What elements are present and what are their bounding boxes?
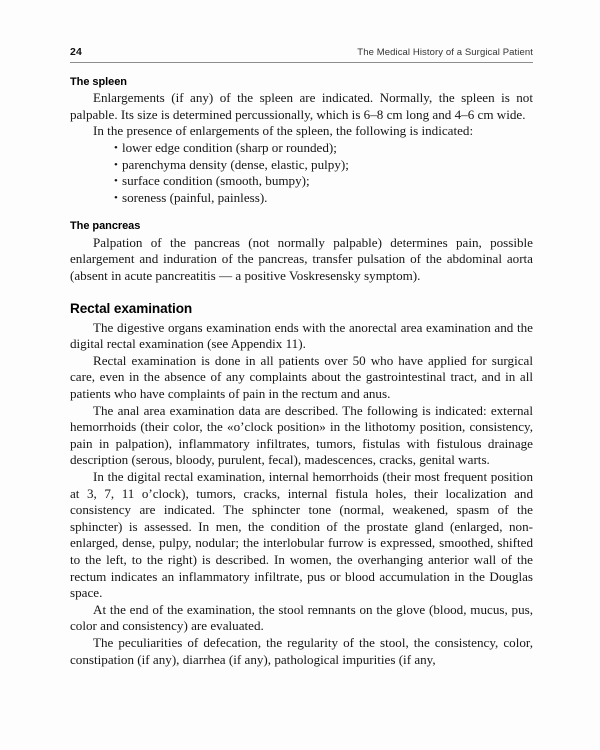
paragraph-rectal-5: At the end of the examination, the stool remnants on the glove (blood, mucus, pus, color and consistency) are evaluated. — [70, 601, 533, 634]
list-item — [70, 190, 533, 207]
list-item — [70, 140, 533, 157]
bullet-icon: • — [114, 191, 118, 204]
list-item — [70, 157, 533, 174]
heading-rectal-examination: Rectal examination — [70, 301, 193, 317]
paragraph-rectal-2: Rectal examination is done in all patients over 50 who have applied for surgical care, even in the absence of any complaints about the gastrointestinal tract, and in all patients who have complaints of pain in the rectum and anus. — [70, 352, 533, 401]
bullet-icon: • — [114, 158, 118, 171]
paragraph-rectal-3: The anal area examination data are described. The following is indicated: external hemorrhoids (their color, the «o’clock position» in the lithotomy position, consistency, pain in palpation), inflammatory infiltrates, tumors, fistulas with fistulous drainage description (serous, bloody, purulent, fecal), madescences, cracks, genital warts. — [70, 402, 533, 468]
list-item-label: lower edge condition (sharp or rounded); — [122, 139, 337, 155]
list-item-label: parenchyma density (dense, elastic, pulpy); — [122, 156, 349, 172]
paragraph-rectal-4: In the digital rectal examination, internal hemorrhoids (their most frequent position at 3, 7, 11 o’clock), tumors, cracks, internal fistula holes, their localization and consistency are indicated. The sphincter tone (normal, weakened, spasm of the sphincter) is assessed. In men, the condition of the prostate gland (enlarged, non-enlarged, dense, pulpy, nodular; the interlobular furrow is expressed, smoothed, shifted to the left, to the right) is described. In women, the overhanging anterior wall of the rectum indicates an inflammatory infiltrate, pus or blood accumulation in the Douglas space. — [70, 468, 533, 601]
list-item-label: surface condition (smooth, bumpy); — [122, 173, 310, 189]
paragraph-pancreas-1: Palpation of the pancreas (not normally palpable) determines pain, possible enlargement and induration of the pancreas, transfer pulsation of the abdominal aorta (absent in acute pancreatitis — a positive Voskresensky symptom). — [70, 234, 533, 283]
paragraph-rectal-1: The digestive organs examination ends with the anorectal area examination and the digital rectal examination (see Appendix 11). — [70, 319, 533, 352]
heading-the-pancreas: The pancreas — [70, 220, 141, 233]
list-item-label: soreness (painful, painless). — [122, 189, 268, 205]
paragraph-spleen-2: In the presence of enlargements of the spleen, the following is indicated: — [93, 123, 474, 139]
paragraph-spleen-1: Enlargements (if any) of the spleen are indicated. Normally, the spleen is not palpable. Its size is determined percussionally, which is 6–8 cm long and 4–6 cm wide. — [70, 90, 533, 122]
heading-the-spleen: The spleen — [70, 76, 127, 88]
running-title: The Medical History of a Surgical Patient — [357, 47, 533, 58]
list-item — [70, 173, 533, 190]
spleen-bullet-list — [70, 140, 533, 206]
page-content — [70, 46, 533, 668]
bullet-icon: • — [114, 141, 118, 154]
page-number: 24 — [70, 46, 82, 58]
running-head — [70, 46, 533, 63]
bullet-icon: • — [114, 175, 118, 188]
paragraph-rectal-6: The peculiarities of defecation, the regularity of the stool, the consistency, color, constipation (if any), diarrhea (if any), pathological impurities (if any, — [70, 634, 533, 667]
